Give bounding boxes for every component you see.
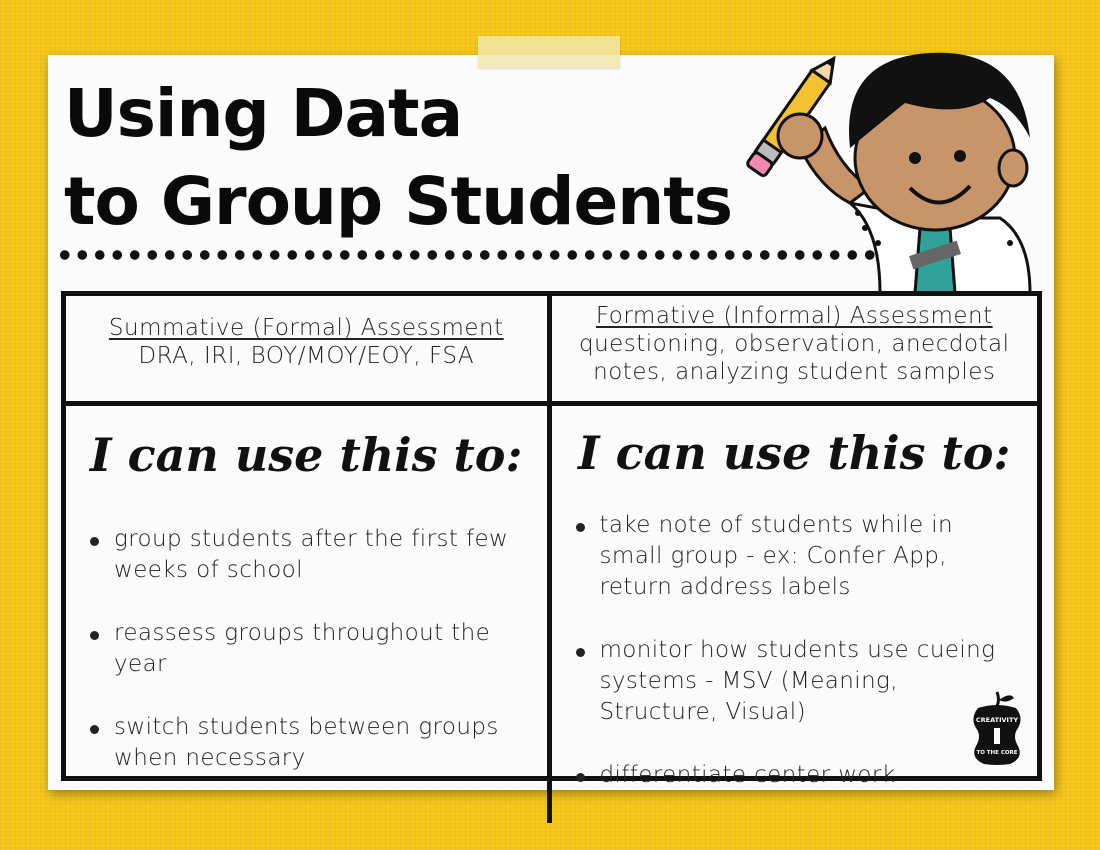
list-item: monitor how students use cueing systems - MSV (Meaning, Structure, Visual) <box>572 635 1020 728</box>
formative-examples-line-1: questioning, observation, anecdotal <box>578 331 1010 357</box>
list-item: group students after the first few weeks of school <box>86 524 529 586</box>
summative-uses-cell <box>66 406 552 823</box>
boy-with-pencil-icon <box>730 28 1050 293</box>
apple-core-logo-icon <box>968 688 1026 766</box>
formative-examples-line-2: notes, analyzing student samples <box>593 359 996 385</box>
list-item: take note of students while in small group - ex: Confer App, return address labels <box>572 510 1020 603</box>
logo-line-2: TO THE CORE <box>976 750 1018 756</box>
formative-heading: Formative (Informal) Assessment <box>595 303 993 329</box>
list-item: switch students between groups when necessary <box>86 712 529 774</box>
logo-line-1: CREATIVITY <box>975 716 1019 724</box>
formative-can-use-label: I can use this to: <box>578 426 1011 480</box>
title-line-1: Using Data <box>64 75 463 152</box>
formative-uses-list <box>552 510 1038 791</box>
formative-uses-cell <box>552 406 1038 823</box>
tape-strip <box>478 36 620 68</box>
page-title <box>64 70 732 246</box>
assessment-table <box>61 291 1042 788</box>
list-item: differentiate center work <box>572 760 1020 791</box>
summative-examples: DRA, IRI, BOY/MOY/EOY, FSA <box>138 343 475 369</box>
list-item: reassess groups throughout the year <box>86 618 529 680</box>
formative-header-cell <box>552 296 1038 406</box>
summative-header-cell <box>66 296 552 406</box>
summative-uses-list <box>66 524 547 774</box>
title-line-2: to Group Students <box>64 163 733 240</box>
summative-can-use-label: I can use this to: <box>90 428 523 482</box>
summative-heading: Summative (Formal) Assessment <box>108 315 504 341</box>
